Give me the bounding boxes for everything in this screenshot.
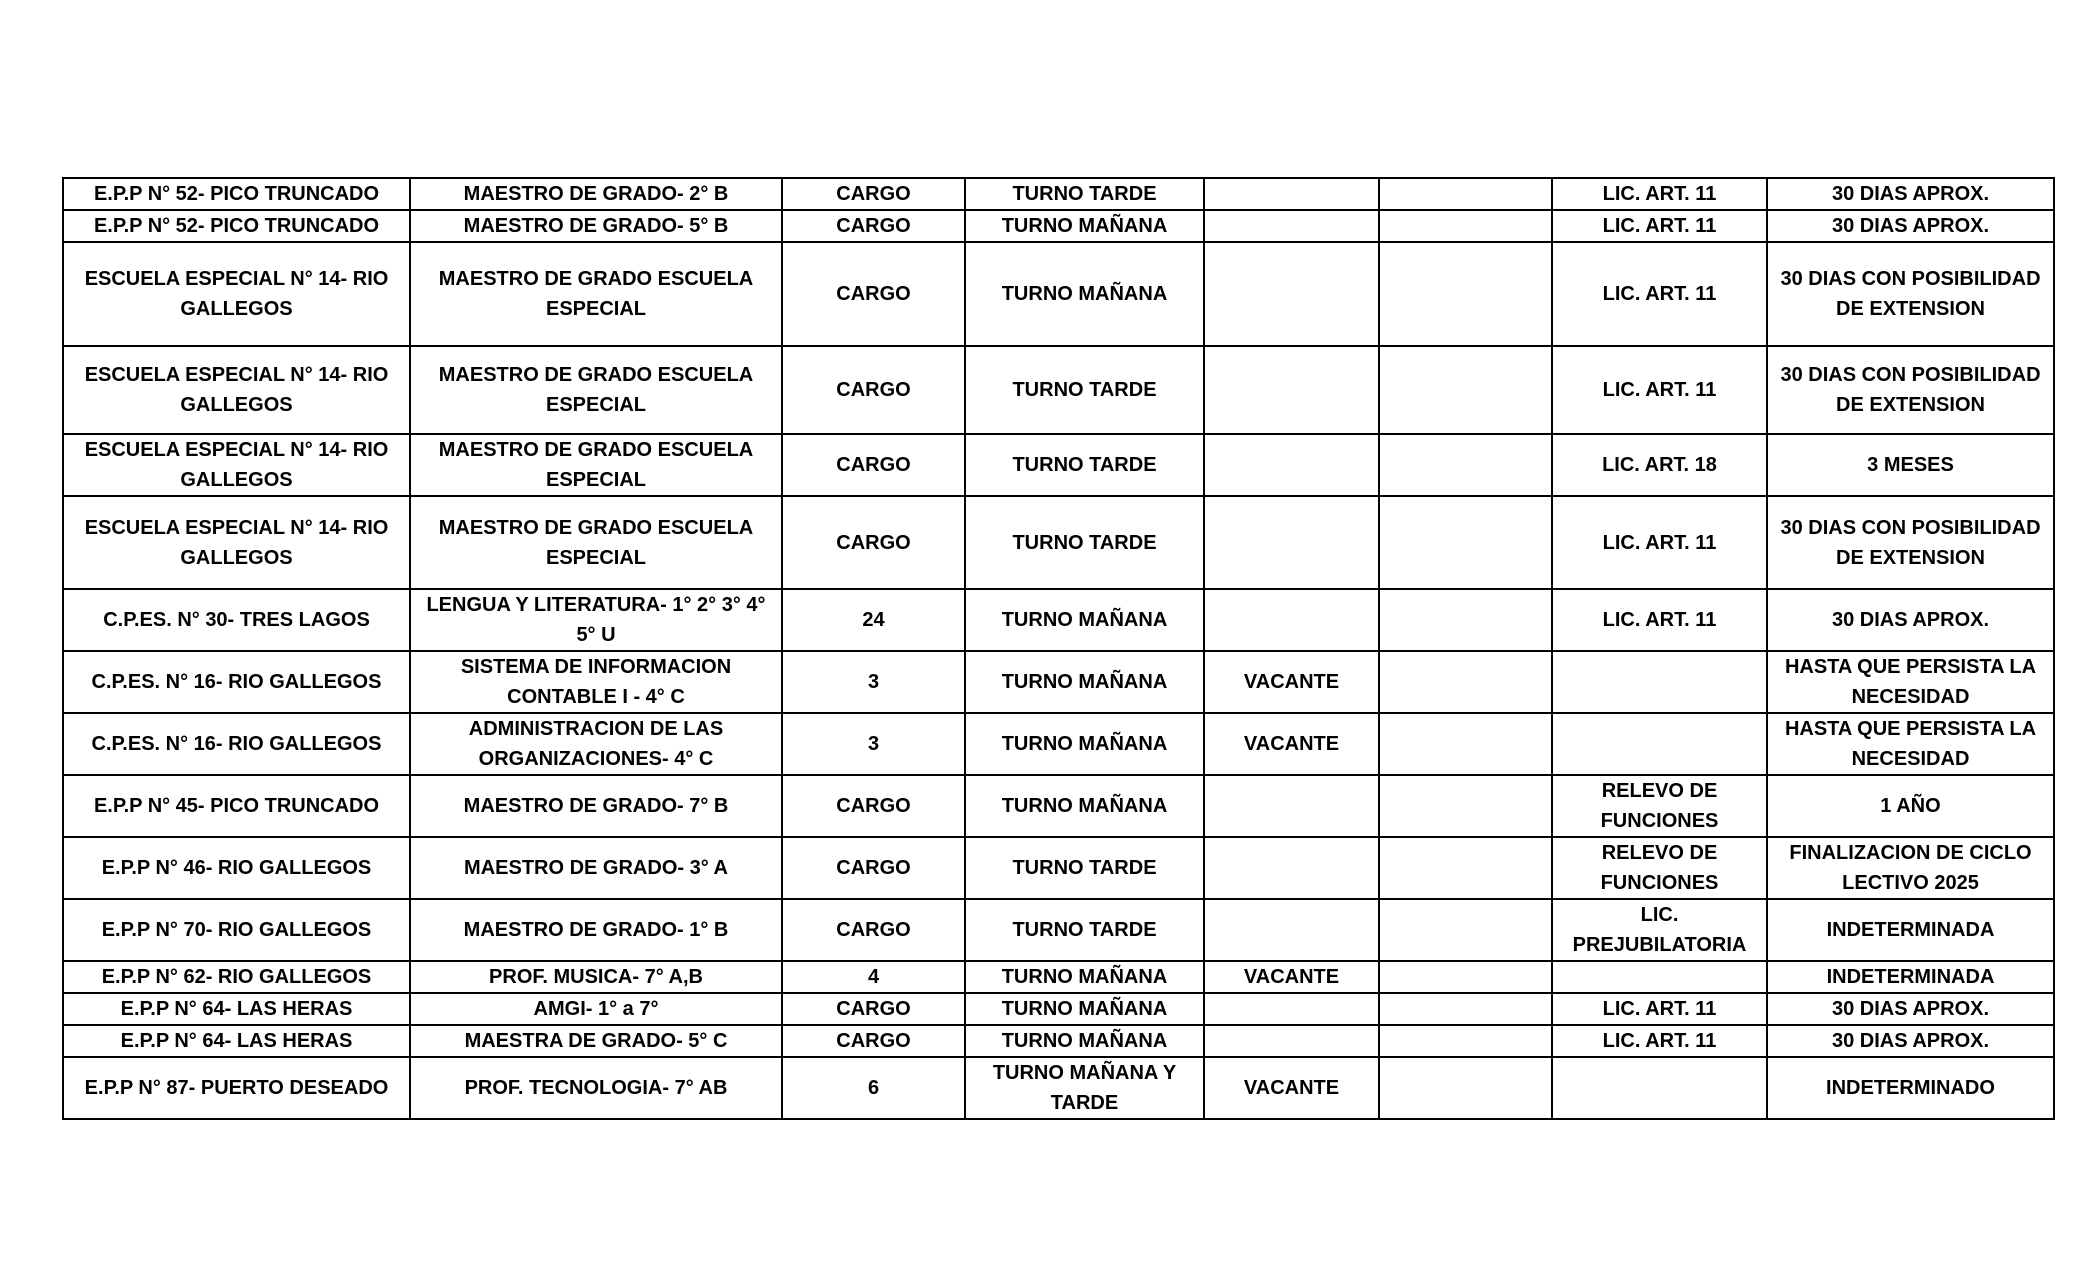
cell-turno: TURNO TARDE [965,496,1204,589]
cell-horas: 24 [782,589,965,651]
cell-duracion: 30 DIAS APROX. [1767,210,2054,242]
cell-motivo: LIC. ART. 11 [1552,242,1767,346]
cell-duracion: INDETERMINADO [1767,1057,2054,1119]
cell-turno: TURNO MAÑANA [965,589,1204,651]
cell-asignatura: MAESTRO DE GRADO ESCUELA ESPECIAL [410,346,782,434]
cell-escuela: E.P.P N° 46- RIO GALLEGOS [63,837,410,899]
cell-duracion: HASTA QUE PERSISTA LA NECESIDAD [1767,713,2054,775]
cell-motivo: LIC. ART. 18 [1552,434,1767,496]
cell-motivo: LIC. ART. 11 [1552,178,1767,210]
table-row [63,1057,2054,1119]
cell-horas: 3 [782,651,965,713]
cell-escuela: E.P.P N° 64- LAS HERAS [63,993,410,1025]
table-row [63,1025,2054,1057]
cell-escuela: ESCUELA ESPECIAL N° 14- RIO GALLEGOS [63,496,410,589]
cell-asignatura: MAESTRA DE GRADO- 5° C [410,1025,782,1057]
cell-horas: CARGO [782,1025,965,1057]
cell-duracion: 30 DIAS APROX. [1767,993,2054,1025]
cell-caracter [1204,346,1379,434]
cell-horas: 6 [782,1057,965,1119]
cell-turno: TURNO TARDE [965,899,1204,961]
cell-asignatura: MAESTRO DE GRADO- 5° B [410,210,782,242]
cell-motivo: LIC. PREJUBILATORIA [1552,899,1767,961]
cell-asignatura: MAESTRO DE GRADO- 3° A [410,837,782,899]
cell-escuela: ESCUELA ESPECIAL N° 14- RIO GALLEGOS [63,434,410,496]
cell-turno: TURNO MAÑANA [965,961,1204,993]
cell-escuela: C.P.ES. N° 30- TRES LAGOS [63,589,410,651]
cell-duracion: 30 DIAS APROX. [1767,589,2054,651]
cell-escuela: E.P.P N° 62- RIO GALLEGOS [63,961,410,993]
cell-horas: CARGO [782,346,965,434]
cell-caracter [1204,210,1379,242]
cell-motivo [1552,1057,1767,1119]
cell-motivo: LIC. ART. 11 [1552,210,1767,242]
table-row [63,713,2054,775]
cell-docente [1379,775,1552,837]
table-row [63,775,2054,837]
cell-turno: TURNO MAÑANA [965,242,1204,346]
cell-motivo [1552,713,1767,775]
table-row [63,961,2054,993]
cell-escuela: ESCUELA ESPECIAL N° 14- RIO GALLEGOS [63,346,410,434]
cell-turno: TURNO MAÑANA [965,713,1204,775]
cell-asignatura: MAESTRO DE GRADO ESCUELA ESPECIAL [410,242,782,346]
cell-docente [1379,993,1552,1025]
cell-asignatura: MAESTRO DE GRADO- 1° B [410,899,782,961]
table-row [63,837,2054,899]
cell-duracion: INDETERMINADA [1767,961,2054,993]
table-row [63,178,2054,210]
table-row [63,993,2054,1025]
cell-duracion: 3 MESES [1767,434,2054,496]
cell-horas: CARGO [782,210,965,242]
cell-horas: CARGO [782,775,965,837]
cell-duracion: 30 DIAS CON POSIBILIDAD DE EXTENSION [1767,346,2054,434]
table-row [63,346,2054,434]
cell-horas: CARGO [782,434,965,496]
cell-caracter: VACANTE [1204,1057,1379,1119]
cell-asignatura: MAESTRO DE GRADO- 2° B [410,178,782,210]
cell-motivo [1552,651,1767,713]
cell-asignatura: LENGUA Y LITERATURA- 1° 2° 3° 4° 5° U [410,589,782,651]
cell-horas: CARGO [782,993,965,1025]
cell-turno: TURNO MAÑANA [965,210,1204,242]
cell-asignatura: MAESTRO DE GRADO ESCUELA ESPECIAL [410,434,782,496]
cell-horas: CARGO [782,837,965,899]
cell-horas: CARGO [782,899,965,961]
cell-duracion: INDETERMINADA [1767,899,2054,961]
table-row [63,651,2054,713]
cell-caracter [1204,434,1379,496]
cell-asignatura: MAESTRO DE GRADO ESCUELA ESPECIAL [410,496,782,589]
cell-docente [1379,496,1552,589]
cell-turno: TURNO TARDE [965,837,1204,899]
cell-caracter [1204,496,1379,589]
cell-motivo: LIC. ART. 11 [1552,993,1767,1025]
cell-motivo: LIC. ART. 11 [1552,1025,1767,1057]
cell-turno: TURNO MAÑANA [965,775,1204,837]
cell-escuela: C.P.ES. N° 16- RIO GALLEGOS [63,651,410,713]
cell-docente [1379,651,1552,713]
cell-turno: TURNO MAÑANA Y TARDE [965,1057,1204,1119]
cell-duracion: FINALIZACION DE CICLO LECTIVO 2025 [1767,837,2054,899]
cell-docente [1379,899,1552,961]
cell-asignatura: PROF. MUSICA- 7° A,B [410,961,782,993]
cell-docente [1379,837,1552,899]
cell-duracion: HASTA QUE PERSISTA LA NECESIDAD [1767,651,2054,713]
cell-docente [1379,210,1552,242]
cell-horas: 3 [782,713,965,775]
cell-caracter [1204,775,1379,837]
cell-escuela: E.P.P N° 52- PICO TRUNCADO [63,210,410,242]
cell-asignatura: ADMINISTRACION DE LAS ORGANIZACIONES- 4° C [410,713,782,775]
cell-asignatura: SISTEMA DE INFORMACION CONTABLE I - 4° C [410,651,782,713]
cell-caracter: VACANTE [1204,961,1379,993]
table-row [63,434,2054,496]
vacancies-table [62,177,2055,1120]
cell-duracion: 30 DIAS APROX. [1767,178,2054,210]
cell-docente [1379,713,1552,775]
cell-escuela: E.P.P N° 64- LAS HERAS [63,1025,410,1057]
cell-caracter: VACANTE [1204,713,1379,775]
cell-docente [1379,434,1552,496]
cell-horas: CARGO [782,496,965,589]
cell-escuela: C.P.ES. N° 16- RIO GALLEGOS [63,713,410,775]
cell-motivo [1552,961,1767,993]
cell-docente [1379,589,1552,651]
cell-horas: CARGO [782,242,965,346]
cell-docente [1379,961,1552,993]
cell-horas: 4 [782,961,965,993]
cell-escuela: ESCUELA ESPECIAL N° 14- RIO GALLEGOS [63,242,410,346]
cell-turno: TURNO MAÑANA [965,1025,1204,1057]
table-row [63,210,2054,242]
cell-asignatura: PROF. TECNOLOGIA- 7° AB [410,1057,782,1119]
cell-caracter [1204,837,1379,899]
cell-docente [1379,1025,1552,1057]
cell-duracion: 1 AÑO [1767,775,2054,837]
table-row [63,242,2054,346]
cell-escuela: E.P.P N° 52- PICO TRUNCADO [63,178,410,210]
cell-asignatura: AMGI- 1° a 7° [410,993,782,1025]
table-row [63,496,2054,589]
cell-docente [1379,242,1552,346]
cell-motivo: RELEVO DE FUNCIONES [1552,837,1767,899]
cell-escuela: E.P.P N° 87- PUERTO DESEADO [63,1057,410,1119]
cell-caracter [1204,589,1379,651]
cell-motivo: LIC. ART. 11 [1552,589,1767,651]
table-row [63,589,2054,651]
cell-caracter [1204,178,1379,210]
cell-duracion: 30 DIAS CON POSIBILIDAD DE EXTENSION [1767,496,2054,589]
cell-turno: TURNO TARDE [965,346,1204,434]
cell-turno: TURNO MAÑANA [965,651,1204,713]
cell-docente [1379,178,1552,210]
cell-motivo: LIC. ART. 11 [1552,496,1767,589]
cell-duracion: 30 DIAS CON POSIBILIDAD DE EXTENSION [1767,242,2054,346]
cell-escuela: E.P.P N° 70- RIO GALLEGOS [63,899,410,961]
cell-turno: TURNO MAÑANA [965,993,1204,1025]
cell-turno: TURNO TARDE [965,434,1204,496]
cell-horas: CARGO [782,178,965,210]
cell-turno: TURNO TARDE [965,178,1204,210]
cell-caracter [1204,899,1379,961]
cell-caracter [1204,242,1379,346]
cell-motivo: LIC. ART. 11 [1552,346,1767,434]
cell-caracter [1204,1025,1379,1057]
cell-escuela: E.P.P N° 45- PICO TRUNCADO [63,775,410,837]
cell-duracion: 30 DIAS APROX. [1767,1025,2054,1057]
cell-docente [1379,1057,1552,1119]
cell-caracter [1204,993,1379,1025]
cell-caracter: VACANTE [1204,651,1379,713]
cell-motivo: RELEVO DE FUNCIONES [1552,775,1767,837]
table-row [63,899,2054,961]
cell-docente [1379,346,1552,434]
cell-asignatura: MAESTRO DE GRADO- 7° B [410,775,782,837]
